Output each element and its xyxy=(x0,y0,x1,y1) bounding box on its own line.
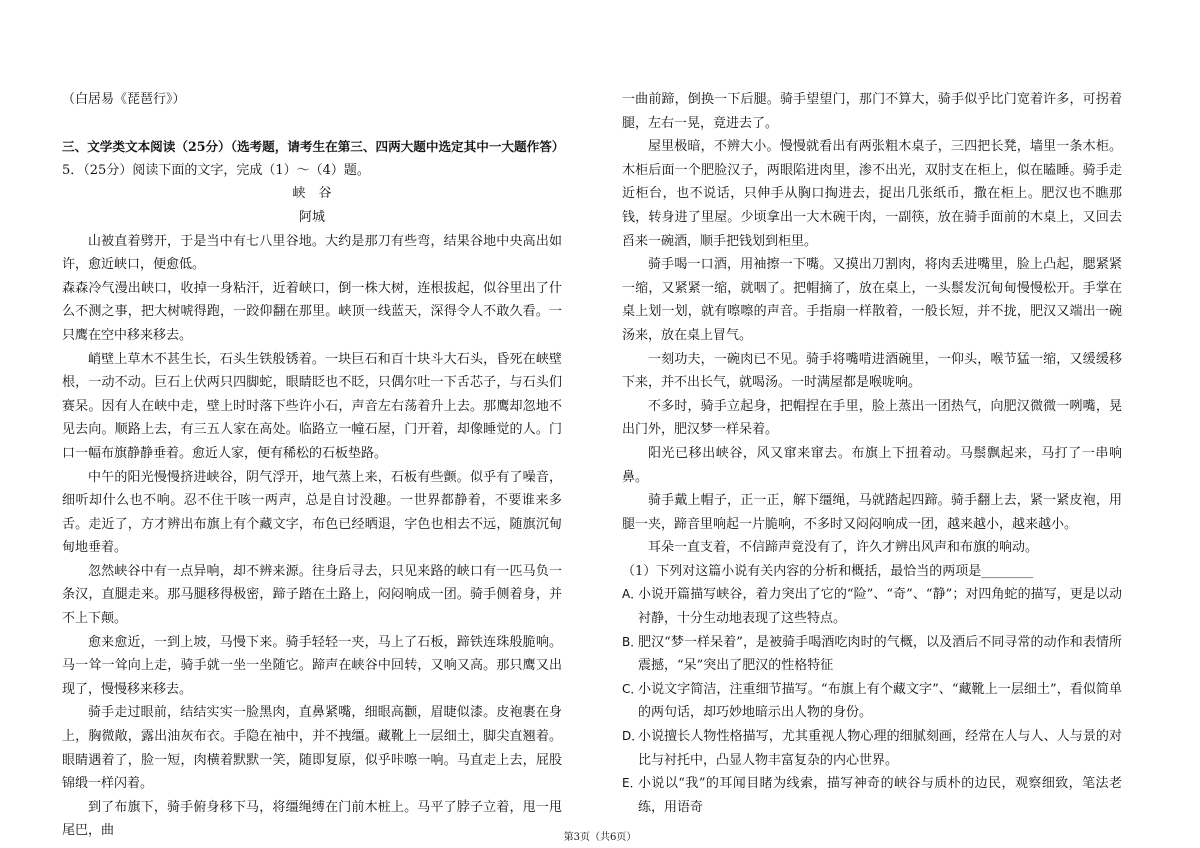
paragraph: 阳光已移出峡谷，风又窜来窜去。布旗上下扭着动。马鬃飘起来，马打了一串响鼻。 xyxy=(622,445,1122,485)
option-b xyxy=(622,631,1122,678)
option-text: 小说擅长人物性格描写，尤其重视人物心理的细腻刻画，经常在人与人、人与景的对比与衬托中，凸显人物丰富复杂的内心世界。 xyxy=(638,729,1122,768)
paragraph: 山被直着劈开，于是当中有七八里谷地。大约是那刀有些弯，结果谷地中央高出如许，愈近峡口，便愈低。 xyxy=(62,233,562,273)
option-label: D． xyxy=(622,729,644,744)
option-label: A． xyxy=(622,587,643,602)
paragraph: 忽然峡谷中有一点异响，却不辨来源。往身后寻去，只见来路的峡口有一匹马负一条汉，直腿走来。那马腿移得极密，蹄子踏在土路上，闷闷响成一团。骑手侧着身，并不上下颠。 xyxy=(62,563,562,627)
paragraph: 峭壁上草木不甚生长，石头生铁般锈着。一块巨石和百十块斗大石头，昏死在峡壁根，一动不动。巨石上伏两只四脚蛇，眼睛眨也不眨，只偶尔吐一下舌芯子，与石头们赛呆。因有人在峡中走，壁上时时落下些许小石，声音左右荡着升上去。那鹰却忽地不见去向。顺路上去，有三五人家在高处。临路立一幢石屋，门开着，却像睡觉的人。门口一幅布旗静静垂着。愈近人家，便有稀松的石板垫路。 xyxy=(62,351,562,461)
story-author: 阿城 xyxy=(298,209,325,225)
subquestion-1: （1）下列对这篇小说有关内容的分析和概括，最恰当的两项是________ xyxy=(622,563,1034,579)
paragraph: 耳朵一直支着，不信蹄声竟没有了，许久才辨出风声和布旗的响动。 xyxy=(648,540,1039,556)
right-column xyxy=(622,88,1122,819)
option-text: 肥汉“梦一样呆着”，是被骑手喝酒吃肉时的气概，以及酒后不同寻常的动作和表情所震撼，“呆”突出了肥汉的性格特征 xyxy=(638,634,1122,674)
paragraph: 不多时，骑手立起身，把帽捏在手里，脸上蒸出一团热气，向肥汉微微一咧嘴，晃出门外，肥汉梦一样呆着。 xyxy=(622,398,1122,438)
paragraph: 中午的阳光慢慢挤进峡谷，阴气浮开，地气蒸上来，石板有些颤。似乎有了噪音，细听却什么也不响。忍不住干咳一两声，总是自讨没趣。一世界都静着，不要谁来多舌。走近了，方才辨出布旗上有个藏文字，布色已经晒退，字色也相去不远，随旗沉甸甸地垂着。 xyxy=(62,469,562,556)
paragraph: 屋里极暗，不辨大小。慢慢就看出有两张粗木桌子，三四把长凳，墙里一条木柜。木柜后面一个肥脸汉子，两眼陷进肉里，渗不出光，双肘支在柜上，似在瞌睡。骑手走近柜台，也不说话，只伸手从胸口掏进去，捉出几张纸币，撒在柜上。肥汉也不瞧那钱，转身进了里屋。少顷拿出一大木碗干肉，一副筷，放在骑手面前的木桌上，又回去舀来一碗酒，顺手把钱划到柜里。 xyxy=(622,139,1122,249)
option-text: 小说开篇描写峡谷，着力突出了它的“险”、“奇”、“静”；对四角蛇的描写，更是以动衬静，十分生动地表现了这些特点。 xyxy=(638,587,1122,627)
option-e xyxy=(622,772,1122,819)
option-c xyxy=(622,678,1122,725)
option-text: 小说以“我”的耳闻目睹为线索，描写神奇的峡谷与质朴的边民，观察细致，笔法老练，用语奇 xyxy=(638,776,1122,815)
story-title: 峡 谷 xyxy=(292,186,332,202)
option-label: C． xyxy=(622,681,643,696)
question-intro: 5．（25分）阅读下面的文字，完成（1）～（4）题。 xyxy=(62,162,370,178)
paragraph: 愈来愈近，一到上坡，马慢下来。骑手轻轻一夹，马上了石板，蹄铁连珠般脆响。马一耸一耸向上走，骑手就一坐一坐随它。蹄声在峡谷中回转，又响又高。那只鹰又出现了，慢慢移来移去。 xyxy=(62,634,562,697)
paragraph: 骑手走过眼前，结结实实一脸黑肉，直鼻紧嘴，细眼高颧，眉睫似漆。皮袍裹在身上，胸微敞，露出油灰布衣。手隐在袖中，并不拽缰。藏靴上一层细土，脚尖直翘着。眼睛遇着了，脸一短，肉横着默默一笑，随即复原，似乎咔嚓一响。马直走上去，屁股锦缎一样闪着。 xyxy=(62,705,562,792)
paragraph: 骑手戴上帽子，正一正，解下缰绳，马就踏起四蹄。骑手翻上去，紧一紧皮袍，用腿一夹，蹄音里响起一片脆响，不多时又闷闷响成一团，越来越小，越来越小。 xyxy=(622,493,1122,532)
paragraph: 一刻功夫，一碗肉已不见。骑手将嘴啃进酒碗里，一仰头，喉节猛一缩，又缓缓移下来，并不出长气，就喝汤。一时满屋都是喉咙响。 xyxy=(622,351,1122,391)
poem-source: （白居易《琵琶行》） xyxy=(62,92,186,107)
option-d xyxy=(622,725,1122,772)
option-label: E． xyxy=(622,776,642,791)
paragraph: 骑手喝一口酒，用袖擦一下嘴。又摸出刀割肉，将肉丢进嘴里，脸上凸起，腮紧紧一缩，又紧紧一缩，就咽了。把帽摘了，放在桌上，一头鬃发沉甸甸慢慢松开。手掌在桌上划一划，就有嚓嚓的声音。手指扇一样散着，一般长短，并不拢，肥汉又端出一碗汤来，放在桌上冒气。 xyxy=(622,257,1122,343)
paragraph: 一曲前蹄，倒换一下后腿。骑手望望门，那门不算大，骑手似乎比门宽着许多，可拐着腿，左右一晃，竟进去了。 xyxy=(622,92,1122,131)
left-column xyxy=(62,88,565,843)
page-footer: 第3页（共6页） xyxy=(563,832,637,843)
paragraph: 森森冷气漫出峡口，收掉一身粘汗，近着峡口，倒一株大树，连根拔起，似谷里出了什么不测之事，把大树唬得跑，一跤仰翻在那里。峡顶一线蓝天，深得令人不敢久看。一只鹰在空中移来移去。 xyxy=(62,280,562,343)
option-label: B． xyxy=(622,634,643,649)
section-heading: 三、文学类文本阅读（25分）（选考题，请考生在第三、四两大题中选定其中一大题作答） xyxy=(62,139,565,155)
option-text: 小说文字简洁，注重细节描写。“布旗上有个藏文字”、“藏靴上一层细土”，看似简单的两句话，却巧妙地暗示出人物的身份。 xyxy=(638,681,1122,721)
paragraph: 到了布旗下，骑手俯身移下马，将缰绳缚在门前木桩上。马平了脖子立着，甩一甩尾巴，曲 xyxy=(62,799,562,839)
option-a xyxy=(622,583,1122,630)
